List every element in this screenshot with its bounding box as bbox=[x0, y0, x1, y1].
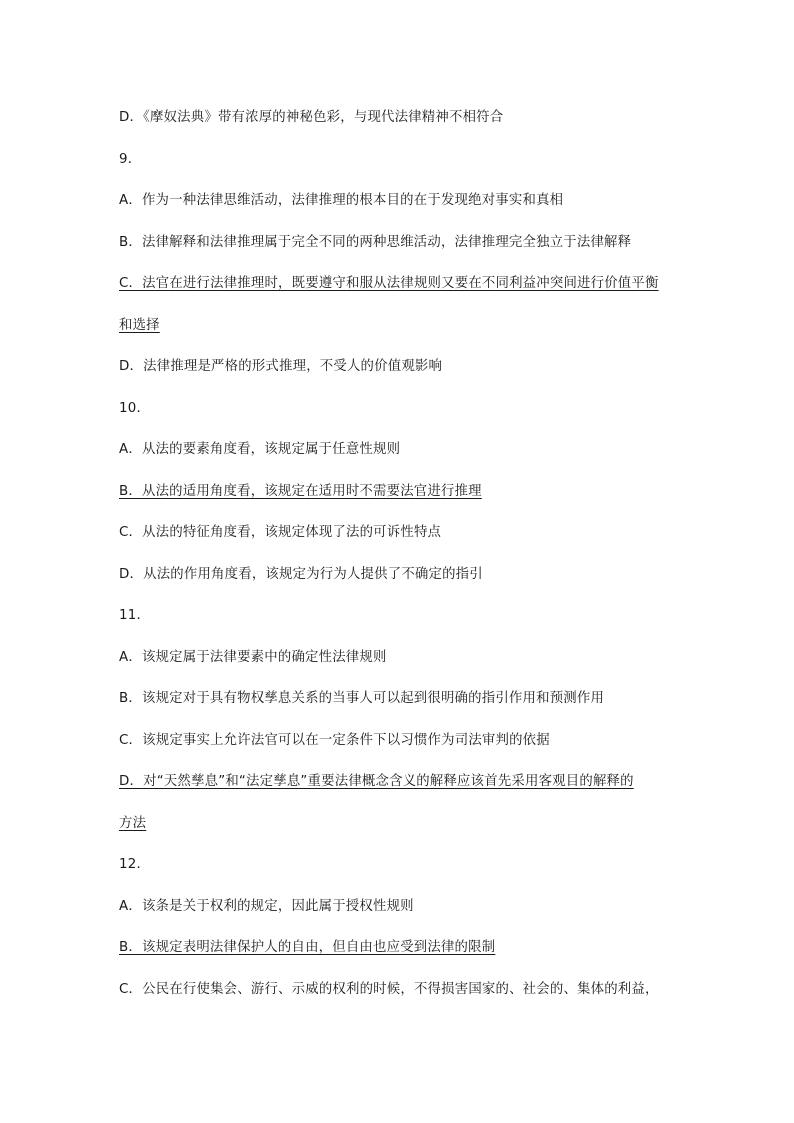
option-12-b: B．该规定表明法律保护人的自由，但自由也应受到法律的限制 bbox=[119, 940, 496, 955]
option-9-d: D．法律推理是严格的形式推理，不受人的价值观影响 bbox=[119, 359, 443, 374]
option-9-c: C．法官在进行法律推理时，既要遵守和服从法律规则又要在不同利益冲突间进行价值平衡 bbox=[119, 276, 659, 291]
option-8-d: D．《摩奴法典》带有浓厚的神秘色彩，与现代法律精神不相符合 bbox=[119, 110, 504, 125]
question-10-number: 10． bbox=[119, 401, 151, 416]
option-10-b: B．从法的适用角度看，该规定在适用时不需要法官进行推理 bbox=[119, 484, 482, 499]
option-10-d: D．从法的作用角度看，该规定为行为人提供了不确定的指引 bbox=[119, 567, 483, 582]
option-12-a: A．该条是关于权利的规定，因此属于授权性规则 bbox=[119, 899, 414, 914]
option-11-c: C．该规定事实上允许法官可以在一定条件下以习惯作为司法审判的依据 bbox=[119, 733, 550, 748]
option-9-b: B．法律解释和法律推理属于完全不同的两种思维活动，法律推理完全独立于法律解释 bbox=[119, 235, 632, 250]
option-12-c: C．公民在行使集会、游行、示威的权利的时候，不得损害国家的、社会的、集体的利益， bbox=[119, 982, 659, 997]
option-10-a: A．从法的要素角度看，该规定属于任意性规则 bbox=[119, 442, 401, 457]
question-11-number: 11． bbox=[119, 608, 151, 623]
option-9-c-continued: 和选择 bbox=[119, 318, 160, 333]
question-12-number: 12． bbox=[119, 857, 151, 872]
option-11-d: D．对“天然孳息”和“法定孳息”重要法律概念含义的解释应该首先采用客观目的解释的 bbox=[119, 774, 634, 789]
question-9-number: 9． bbox=[119, 152, 142, 167]
option-11-d-continued: 方法 bbox=[119, 816, 147, 831]
option-11-b: B．该规定对于具有物权孳息关系的当事人可以起到很明确的指引作用和预测作用 bbox=[119, 691, 605, 706]
option-9-a: A．作为一种法律思维活动，法律推理的根本目的在于发现绝对事实和真相 bbox=[119, 193, 564, 208]
option-11-a: A．该规定属于法律要素中的确定性法律规则 bbox=[119, 650, 387, 665]
option-10-c: C．从法的特征角度看，该规定体现了法的可诉性特点 bbox=[119, 525, 442, 540]
